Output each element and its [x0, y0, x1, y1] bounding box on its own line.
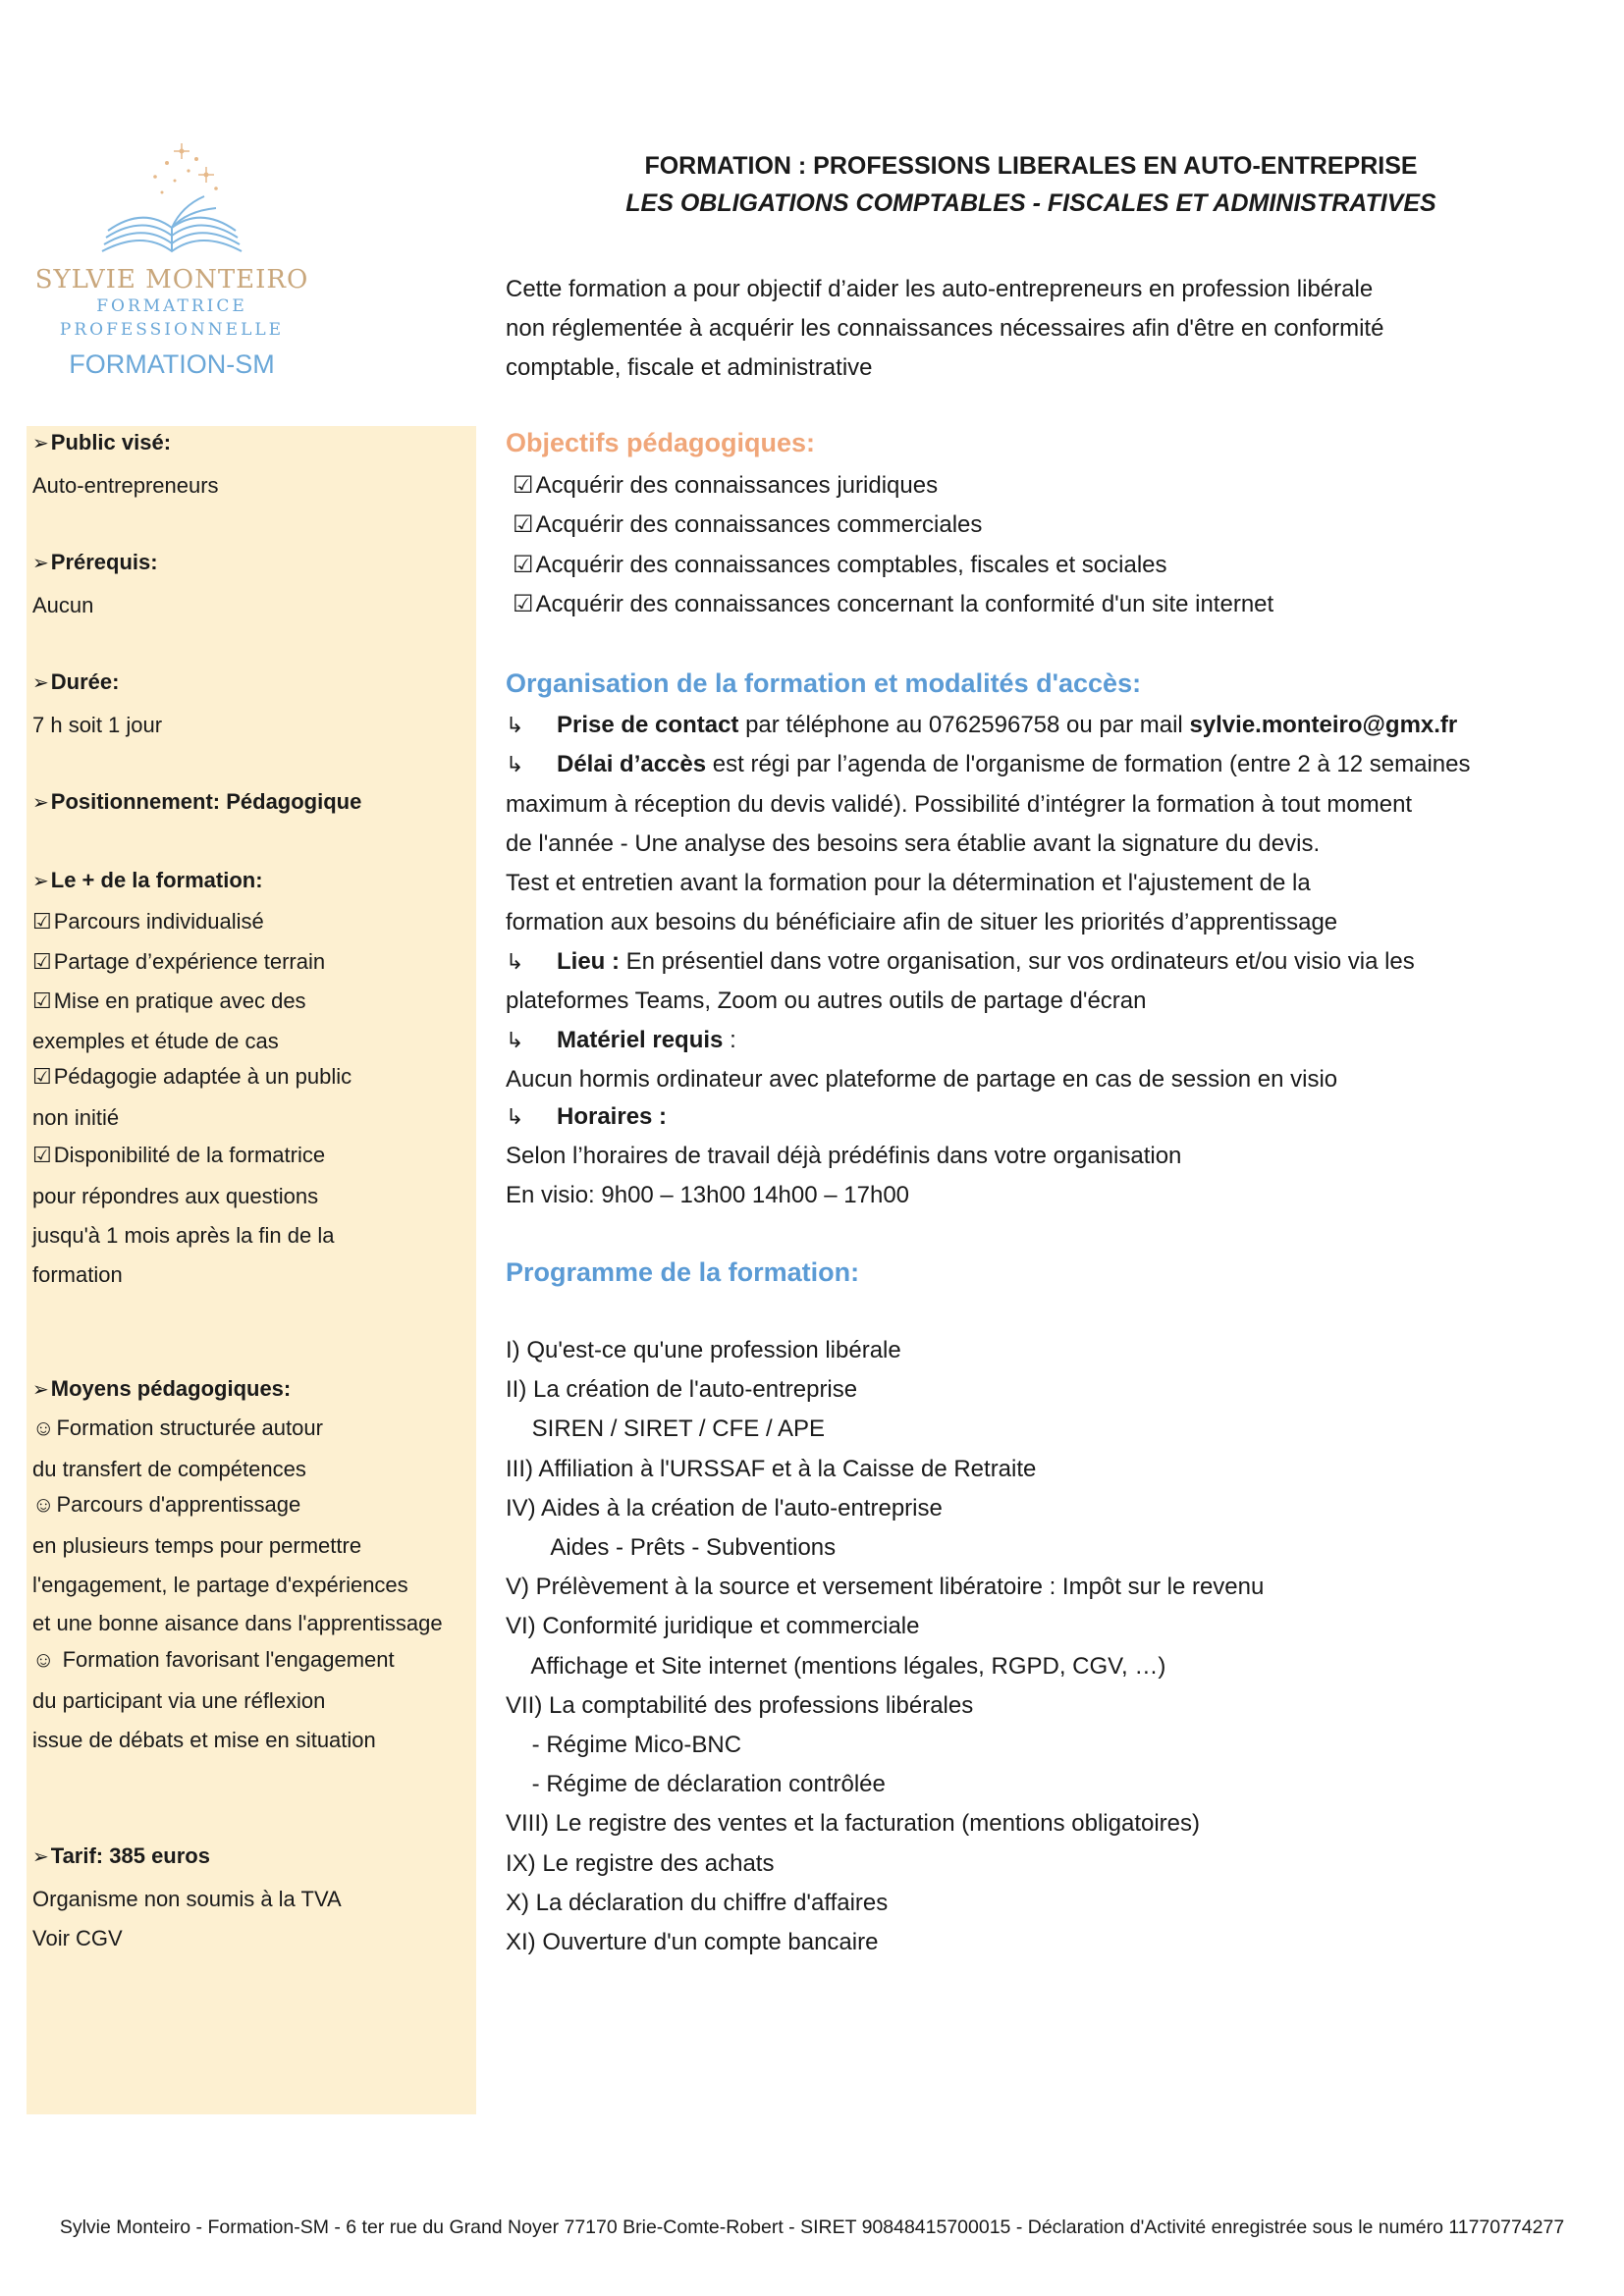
horaires-detail: En visio: 9h00 – 13h00 14h00 – 17h00	[506, 1182, 910, 1208]
contact-line: ↳ Prise de contact par téléphone au 0762596758 ou par mail sylvie.monteiro@gmx.fr	[506, 712, 1457, 739]
plus-item: non initié	[32, 1105, 120, 1130]
intro-line: non réglementée à acquérir les connaissances nécessaires afin d'être en conformité	[506, 315, 1384, 342]
delai-line: ↳ Délai d’accès est régi par l’agenda de l'organisme de formation (entre 2 à 12 semaines	[506, 751, 1470, 778]
positionnement-label: ➢ Positionnement: Pédagogique	[32, 789, 361, 815]
sidebar	[27, 426, 476, 2114]
moyens-label: ➢ Moyens pédagogiques:	[32, 1376, 291, 1402]
public-label: ➢ Public visé:	[32, 430, 171, 455]
plus-item: exemples et étude de cas	[32, 1029, 279, 1053]
delai-detail: formation aux besoins du bénéficiaire afin de situer les priorités d’apprentissage	[506, 909, 1338, 935]
logo-name: SYLVIE MONTEIRO	[34, 265, 309, 294]
tarif-item: Organisme non soumis à la TVA	[32, 1887, 342, 1911]
objectif-item: ☑ Acquérir des connaissances commerciales	[513, 510, 982, 539]
delai-detail: maximum à réception du devis validé). Possibilité d’intégrer la formation à tout moment	[506, 791, 1413, 818]
plus-item: ☑ Parcours individualisé	[32, 909, 264, 934]
plus-item: pour répondres aux questions	[32, 1184, 319, 1208]
page-subtitle: LES OBLIGATIONS COMPTABLES - FISCALES ET ADMINISTRATIVES	[625, 189, 1436, 217]
programme-heading: Programme de la formation:	[506, 1257, 860, 1287]
delai-detail: de l'année - Une analyse des besoins sera établie avant la signature du devis.	[506, 830, 1321, 857]
programme-item: X) La déclaration du chiffre d'affaires	[506, 1890, 889, 1916]
materiel-line: ↳ Matériel requis :	[506, 1027, 736, 1054]
programme-item: VIII) Le registre des ventes et la facturation (mentions obligatoires)	[506, 1810, 1201, 1837]
prerequis-value: Aucun	[32, 593, 94, 617]
programme-item: Affichage et Site internet (mentions légales, RGPD, CGV, …)	[506, 1653, 1166, 1680]
objectif-item: ☑ Acquérir des connaissances juridiques	[513, 471, 938, 500]
intro-paragraph	[506, 270, 1537, 388]
plus-item: jusqu'à 1 mois après la fin de la	[32, 1223, 335, 1248]
logo-brand: FORMATION-SM	[69, 349, 275, 379]
page-title: FORMATION : PROFESSIONS LIBERALES EN AUTO-ENTREPRISE	[644, 152, 1418, 180]
objectif-item: ☑ Acquérir des connaissances comptables, fiscales et sociales	[513, 551, 1167, 579]
programme-item: SIREN / SIRET / CFE / APE	[506, 1415, 825, 1442]
logo	[29, 137, 314, 383]
plus-item: ☑ Partage d’expérience terrain	[32, 949, 325, 975]
plus-item: ☑ Pédagogie adaptée à un public	[32, 1064, 352, 1090]
moyens-item: du transfert de compétences	[32, 1457, 306, 1481]
prerequis-label: ➢ Prérequis:	[32, 550, 158, 575]
programme-item: VII) La comptabilité des professions libérales	[506, 1692, 974, 1719]
plus-item: ☑ Mise en pratique avec des	[32, 988, 306, 1014]
logo-subtitle: PROFESSIONNELLE	[59, 320, 285, 340]
programme-item: VI) Conformité juridique et commerciale	[506, 1613, 920, 1639]
programme-item: V) Prélèvement à la source et versement libératoire : Impôt sur le revenu	[506, 1574, 1265, 1600]
horaires-detail: Selon l’horaires de travail déjà prédéfinis dans votre organisation	[506, 1143, 1182, 1169]
tarif-item: Voir CGV	[32, 1926, 123, 1950]
moyens-item: en plusieurs temps pour permettre	[32, 1533, 362, 1558]
moyens-item: l'engagement, le partage d'expériences	[32, 1573, 408, 1597]
lieu-line: ↳ Lieu : En présentiel dans votre organisation, sur vos ordinateurs et/ou visio via les	[506, 948, 1415, 976]
horaires-line: ↳ Horaires :	[506, 1103, 667, 1131]
moyens-item: ☺ Parcours d'apprentissage	[32, 1492, 300, 1518]
programme-item: - Régime Mico-BNC	[506, 1732, 742, 1758]
moyens-item: ☺ Formation structurée autour	[32, 1415, 323, 1441]
delai-detail: Test et entretien avant la formation pour la détermination et l'ajustement de la	[506, 870, 1311, 896]
programme-item: II) La création de l'auto-entreprise	[506, 1376, 858, 1403]
programme-item: XI) Ouverture d'un compte bancaire	[506, 1929, 879, 1955]
lieu-detail: plateformes Teams, Zoom ou autres outils de partage d'écran	[506, 988, 1147, 1014]
intro-line: Cette formation a pour objectif d’aider les auto-entrepreneurs en profession libérale	[506, 276, 1374, 302]
programme-item: III) Affiliation à l'URSSAF et à la Caisse de Retraite	[506, 1456, 1037, 1482]
footer: Sylvie Monteiro - Formation-SM - 6 ter rue du Grand Noyer 77170 Brie-Comte-Robert - SIRET 90848415700015 - Déclaration d'Activité enregistrée sous le numéro 11770774277	[59, 2216, 1565, 2238]
moyens-item: et une bonne aisance dans l'apprentissage	[32, 1611, 443, 1635]
duree-label: ➢ Durée:	[32, 669, 119, 695]
moyens-item: issue de débats et mise en situation	[32, 1728, 376, 1752]
programme-item: Aides - Prêts - Subventions	[506, 1534, 837, 1561]
objectifs-heading: Objectifs pédagogiques:	[506, 428, 816, 457]
contact-email[interactable]: sylvie.monteiro@gmx.fr	[1189, 712, 1458, 738]
programme-item: IX) Le registre des achats	[506, 1850, 775, 1877]
programme-item: IV) Aides à la création de l'auto-entreprise	[506, 1495, 943, 1522]
plus-item: formation	[32, 1262, 123, 1287]
moyens-item: du participant via une réflexion	[32, 1688, 326, 1713]
plus-label: ➢ Le + de la formation:	[32, 868, 263, 893]
objectif-item: ☑ Acquérir des connaissances concernant la conformité d'un site internet	[513, 590, 1273, 618]
intro-line: comptable, fiscale et administrative	[506, 354, 873, 381]
open-book-icon	[88, 137, 255, 265]
materiel-detail: Aucun hormis ordinateur avec plateforme de partage en cas de session en visio	[506, 1066, 1338, 1093]
programme-item: I) Qu'est-ce qu'une profession libérale	[506, 1337, 901, 1363]
programme-item: - Régime de déclaration contrôlée	[506, 1771, 886, 1797]
tarif-label: ➢ Tarif: 385 euros	[32, 1843, 210, 1869]
public-value: Auto-entrepreneurs	[32, 473, 219, 498]
duree-value: 7 h soit 1 jour	[32, 713, 163, 737]
organisation-heading: Organisation de la formation et modalités d'accès:	[506, 668, 1142, 698]
moyens-item: ☺ Formation favorisant l'engagement	[32, 1647, 395, 1673]
plus-item: ☑ Disponibilité de la formatrice	[32, 1143, 325, 1168]
logo-subtitle: FORMATRICE	[96, 296, 247, 316]
